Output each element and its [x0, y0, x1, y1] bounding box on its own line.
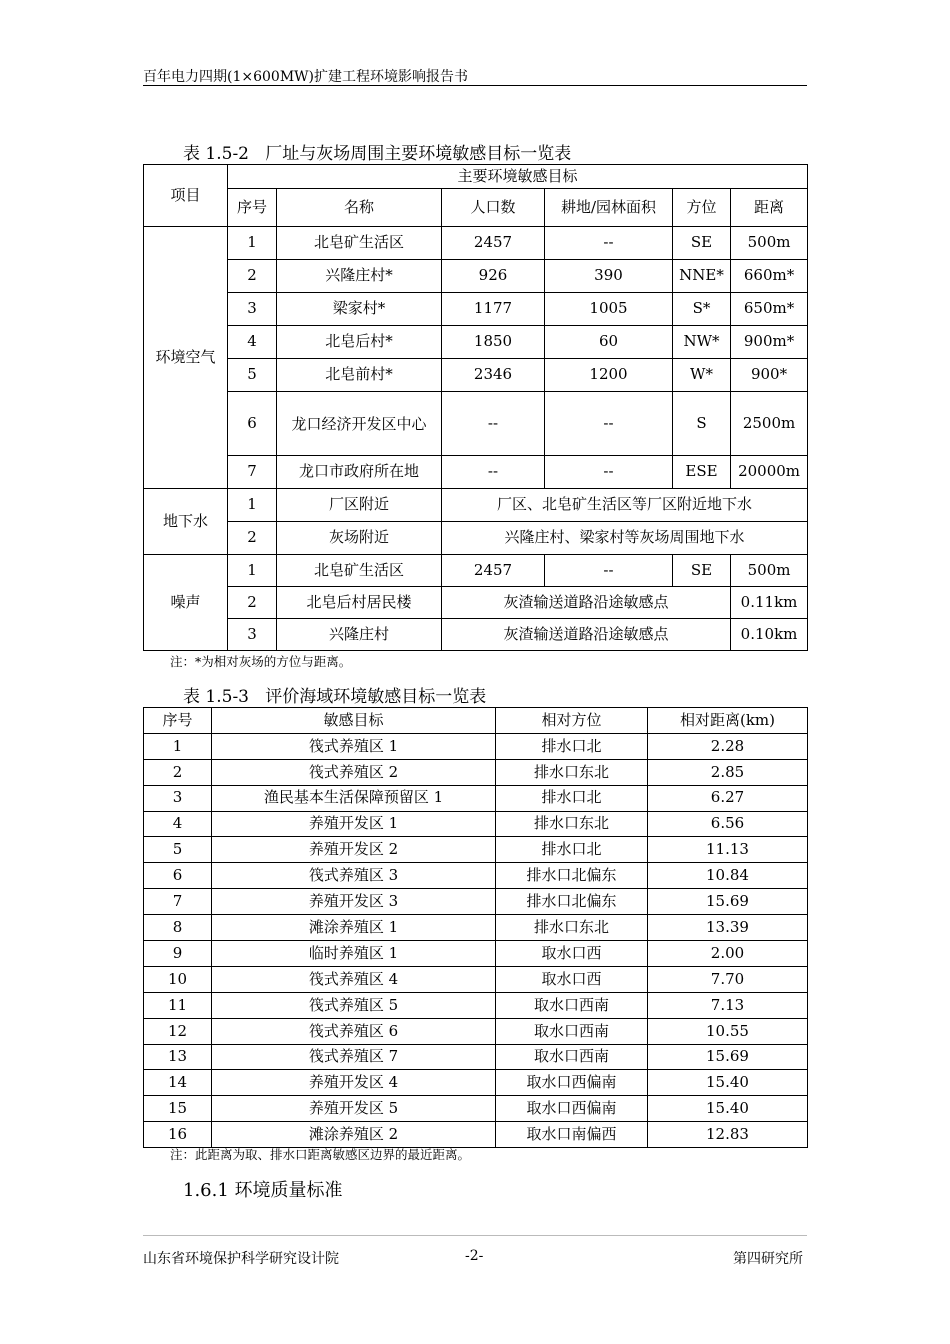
air-land: 1200 [545, 359, 673, 392]
head-dist: 距离 [731, 189, 808, 227]
head-project: 项目 [144, 165, 228, 227]
head-group: 主要环境敏感目标 [228, 165, 808, 189]
table-row [144, 1044, 808, 1070]
cell-target: 养殖开发区 2 [212, 837, 496, 863]
air-no: 4 [228, 326, 277, 359]
cell-dir: 排水口东北 [496, 811, 648, 837]
cell-no: 6 [144, 863, 212, 889]
air-dir: W* [673, 359, 731, 392]
cell-dir: 排水口北 [496, 785, 648, 811]
cell-target: 渔民基本生活保障预留区 1 [212, 785, 496, 811]
header-rule [143, 85, 807, 86]
air-dist: 900* [731, 359, 808, 392]
head-land: 耕地/园林面积 [545, 189, 673, 227]
noise-pop: 2457 [442, 555, 545, 587]
cell-target: 养殖开发区 5 [212, 1096, 496, 1122]
air-dist: 660m* [731, 260, 808, 293]
cell-target: 养殖开发区 4 [212, 1070, 496, 1096]
noise-name: 北皂后村居民楼 [277, 587, 442, 619]
air-no: 6 [228, 392, 277, 456]
cell-dir: 取水口西偏南 [496, 1096, 648, 1122]
cell-target: 筏式养殖区 4 [212, 966, 496, 992]
cell-no: 16 [144, 1122, 212, 1148]
air-dir: S* [673, 293, 731, 326]
cell-dir: 取水口西 [496, 966, 648, 992]
cell-target: 筏式养殖区 7 [212, 1044, 496, 1070]
t2-head-no: 序号 [144, 708, 212, 734]
cell-dist: 2.00 [648, 941, 808, 967]
cell-no: 10 [144, 966, 212, 992]
air-name: 兴隆庄村* [277, 260, 442, 293]
cell-dist: 12.83 [648, 1122, 808, 1148]
air-pop: -- [442, 392, 545, 456]
cell-no: 1 [144, 733, 212, 759]
cell-dir: 排水口北偏东 [496, 889, 648, 915]
footer-rule [143, 1235, 807, 1236]
cell-target: 筏式养殖区 1 [212, 733, 496, 759]
air-land: 60 [545, 326, 673, 359]
sea-sensitive-targets-table [143, 707, 808, 1148]
head-dir: 方位 [673, 189, 731, 227]
page-number: -2- [465, 1248, 484, 1264]
air-pop: 2457 [442, 227, 545, 260]
air-land: -- [545, 227, 673, 260]
cell-no: 7 [144, 889, 212, 915]
cell-dir: 取水口西 [496, 941, 648, 967]
head-pop: 人口数 [442, 189, 545, 227]
air-dist: 2500m [731, 392, 808, 456]
air-dist: 900m* [731, 326, 808, 359]
noise-desc: 灰渣输送道路沿途敏感点 [442, 587, 731, 619]
table-row [144, 992, 808, 1018]
table-row [144, 759, 808, 785]
cell-target: 滩涂养殖区 2 [212, 1122, 496, 1148]
cell-dist: 15.69 [648, 1044, 808, 1070]
footer-institute: 山东省环境保护科学研究设计院 [143, 1251, 339, 1267]
cell-dist: 10.84 [648, 863, 808, 889]
cell-dir: 取水口西偏南 [496, 1070, 648, 1096]
noise-dist: 0.10km [731, 619, 808, 651]
cell-dist: 2.28 [648, 733, 808, 759]
noise-name: 北皂矿生活区 [277, 555, 442, 587]
cell-dist: 15.69 [648, 889, 808, 915]
noise-no: 1 [228, 555, 277, 587]
air-pop: 926 [442, 260, 545, 293]
air-dir: SE [673, 227, 731, 260]
cell-dir: 取水口西南 [496, 1044, 648, 1070]
air-no: 2 [228, 260, 277, 293]
air-dir: NNE* [673, 260, 731, 293]
table-row [144, 863, 808, 889]
table1-caption: 表 1.5-2 厂址与灰场周围主要环境敏感目标一览表 [183, 144, 572, 164]
air-dist: 650m* [731, 293, 808, 326]
air-land: 1005 [545, 293, 673, 326]
cell-no: 14 [144, 1070, 212, 1096]
ground-label: 地下水 [144, 489, 228, 555]
cell-dir: 排水口东北 [496, 759, 648, 785]
cell-no: 2 [144, 759, 212, 785]
ground-name: 灰场附近 [277, 522, 442, 555]
air-land: 390 [545, 260, 673, 293]
air-pop: 1850 [442, 326, 545, 359]
cell-dist: 15.40 [648, 1070, 808, 1096]
cell-dist: 10.55 [648, 1018, 808, 1044]
cell-target: 筏式养殖区 2 [212, 759, 496, 785]
cell-no: 8 [144, 915, 212, 941]
noise-land: -- [545, 555, 673, 587]
cell-no: 9 [144, 941, 212, 967]
air-no: 5 [228, 359, 277, 392]
noise-dist: 0.11km [731, 587, 808, 619]
table-row [144, 1122, 808, 1148]
air-name: 北皂前村* [277, 359, 442, 392]
cell-dist: 13.39 [648, 915, 808, 941]
cell-target: 临时养殖区 1 [212, 941, 496, 967]
table2-caption: 表 1.5-3 评价海域环境敏感目标一览表 [183, 687, 487, 707]
cell-dist: 15.40 [648, 1096, 808, 1122]
cell-dist: 2.85 [648, 759, 808, 785]
cell-dist: 6.56 [648, 811, 808, 837]
cell-target: 筏式养殖区 3 [212, 863, 496, 889]
noise-dist: 500m [731, 555, 808, 587]
table-row [144, 941, 808, 967]
cell-dir: 取水口西南 [496, 992, 648, 1018]
noise-name: 兴隆庄村 [277, 619, 442, 651]
cell-no: 11 [144, 992, 212, 1018]
table-row [144, 1096, 808, 1122]
ground-desc: 厂区、北皂矿生活区等厂区附近地下水 [442, 489, 808, 522]
cell-dir: 排水口东北 [496, 915, 648, 941]
t2-head-target: 敏感目标 [212, 708, 496, 734]
cell-dist: 7.70 [648, 966, 808, 992]
cell-target: 筏式养殖区 6 [212, 1018, 496, 1044]
table-row [144, 889, 808, 915]
t2-head-dir: 相对方位 [496, 708, 648, 734]
ground-no: 2 [228, 522, 277, 555]
table-row [144, 915, 808, 941]
cell-target: 养殖开发区 1 [212, 811, 496, 837]
cell-dir: 取水口西南 [496, 1018, 648, 1044]
air-name: 龙口经济开发区中心 [277, 392, 442, 456]
noise-no: 2 [228, 587, 277, 619]
air-name: 龙口市政府所在地 [277, 456, 442, 489]
head-name: 名称 [277, 189, 442, 227]
cell-target: 滩涂养殖区 1 [212, 915, 496, 941]
noise-dir: SE [673, 555, 731, 587]
cell-dist: 7.13 [648, 992, 808, 1018]
noise-label: 噪声 [144, 555, 228, 651]
table2-note: 注：此距离为取、排水口距离敏感区边界的最近距离。 [170, 1147, 471, 1162]
air-dir: NW* [673, 326, 731, 359]
cell-no: 4 [144, 811, 212, 837]
table-row [144, 837, 808, 863]
table-row [144, 1018, 808, 1044]
cell-no: 13 [144, 1044, 212, 1070]
cell-dir: 取水口南偏西 [496, 1122, 648, 1148]
cell-dist: 11.13 [648, 837, 808, 863]
air-no: 3 [228, 293, 277, 326]
noise-no: 3 [228, 619, 277, 651]
table-row [144, 733, 808, 759]
air-pop: 2346 [442, 359, 545, 392]
air-no: 1 [228, 227, 277, 260]
air-dist: 20000m [731, 456, 808, 489]
air-land: -- [545, 456, 673, 489]
air-dir: S [673, 392, 731, 456]
air-dist: 500m [731, 227, 808, 260]
page-header-title: 百年电力四期(1×600MW)扩建工程环境影响报告书 [143, 69, 469, 85]
cell-no: 15 [144, 1096, 212, 1122]
cell-dist: 6.27 [648, 785, 808, 811]
section-heading: 1.6.1 环境质量标准 [183, 1180, 343, 1201]
table1-note: 注：*为相对灰场的方位与距离。 [170, 654, 352, 669]
cell-dir: 排水口北 [496, 733, 648, 759]
cell-dir: 排水口北偏东 [496, 863, 648, 889]
ground-desc: 兴隆庄村、梁家村等灰场周围地下水 [442, 522, 808, 555]
air-no: 7 [228, 456, 277, 489]
t2-head-dist: 相对距离(km) [648, 708, 808, 734]
air-pop: 1177 [442, 293, 545, 326]
cell-no: 12 [144, 1018, 212, 1044]
table-row [144, 785, 808, 811]
table-row [144, 1070, 808, 1096]
air-name: 北皂矿生活区 [277, 227, 442, 260]
air-pop: -- [442, 456, 545, 489]
cell-target: 养殖开发区 3 [212, 889, 496, 915]
cell-dir: 排水口北 [496, 837, 648, 863]
air-land: -- [545, 392, 673, 456]
table-row [144, 811, 808, 837]
air-dir: ESE [673, 456, 731, 489]
footer-department: 第四研究所 [733, 1251, 803, 1267]
air-label: 环境空气 [144, 227, 228, 489]
cell-no: 3 [144, 785, 212, 811]
air-name: 梁家村* [277, 293, 442, 326]
air-name: 北皂后村* [277, 326, 442, 359]
cell-target: 筏式养殖区 5 [212, 992, 496, 1018]
sensitive-targets-table [143, 164, 808, 651]
noise-desc: 灰渣输送道路沿途敏感点 [442, 619, 731, 651]
ground-name: 厂区附近 [277, 489, 442, 522]
ground-no: 1 [228, 489, 277, 522]
cell-no: 5 [144, 837, 212, 863]
head-no: 序号 [228, 189, 277, 227]
table-row [144, 966, 808, 992]
